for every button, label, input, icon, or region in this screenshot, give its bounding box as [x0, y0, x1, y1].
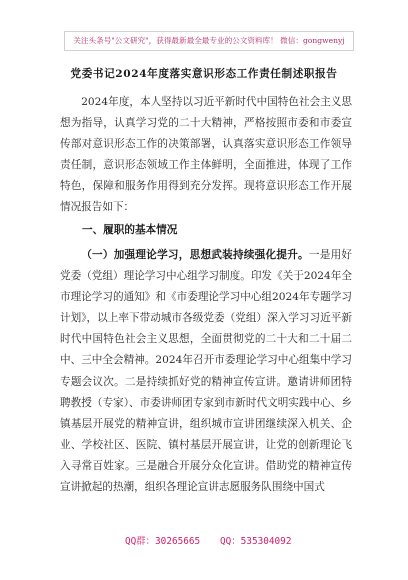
qq-number: QQ：535304092: [220, 536, 292, 547]
item-lead: （一）加强理论学习，思想武装持续强化提升。: [81, 249, 309, 261]
section-heading: 一、履职的基本情况: [82, 224, 178, 236]
document-title: 党委书记2024年度落实意识形态工作责任制述职报告: [70, 68, 338, 80]
qq-group-number: QQ群：30265665: [125, 536, 201, 547]
contact-footer: [0, 533, 408, 547]
promo-banner: 关注头条号"公文研究"，获得最新最全最专业的公文资料库！ 微信：gongwenyj: [64, 31, 354, 51]
body-paragraph: [60, 245, 352, 498]
intro-paragraph: 2024年度，本人坚持以习近平新时代中国特色社会主义思想为指导，认真学习党的二十大精神，严格按照市委和市委宣传部对意识形态工作的决策部署，认真落实意识形态工作领导责任制，意识形态领域工作主体鲜明，全面推进，体现了工作特色，保障和服务作用得到充分发挥。现将意识形态工作开展情况报告如下：: [60, 96, 352, 214]
item-body: 一是用好党委（党组）理论学习中心组学习制度。印发《关于2024年全市理论学习的通知》和《市委理论学习中心组2024年专题学习计划》，以上率下带动城市各级党委（党组）深入学习习近平新时代中国特色社会主义思想，全面贯彻党的二十大和二十届二中、三中全会精神。2024年召开市委理论学习中心组集中学习专题会议次。二是持续抓好党的精神宣传宣讲。邀请讲师团特聘教授（专家）、市委讲师团专家到市新时代文明实践中心、乡镇基层开展党的精神宣讲，组织城市宣讲团继续深入机关、企业、学校社区、医院、镇村基层开展宣讲，让党的创新理论飞入寻常百姓家。三是融合开展分众化宣讲。借助党的精神宣传宣讲掀起的热潮，组织各理论宣讲志愿服务队围绕中国式: [60, 249, 353, 494]
